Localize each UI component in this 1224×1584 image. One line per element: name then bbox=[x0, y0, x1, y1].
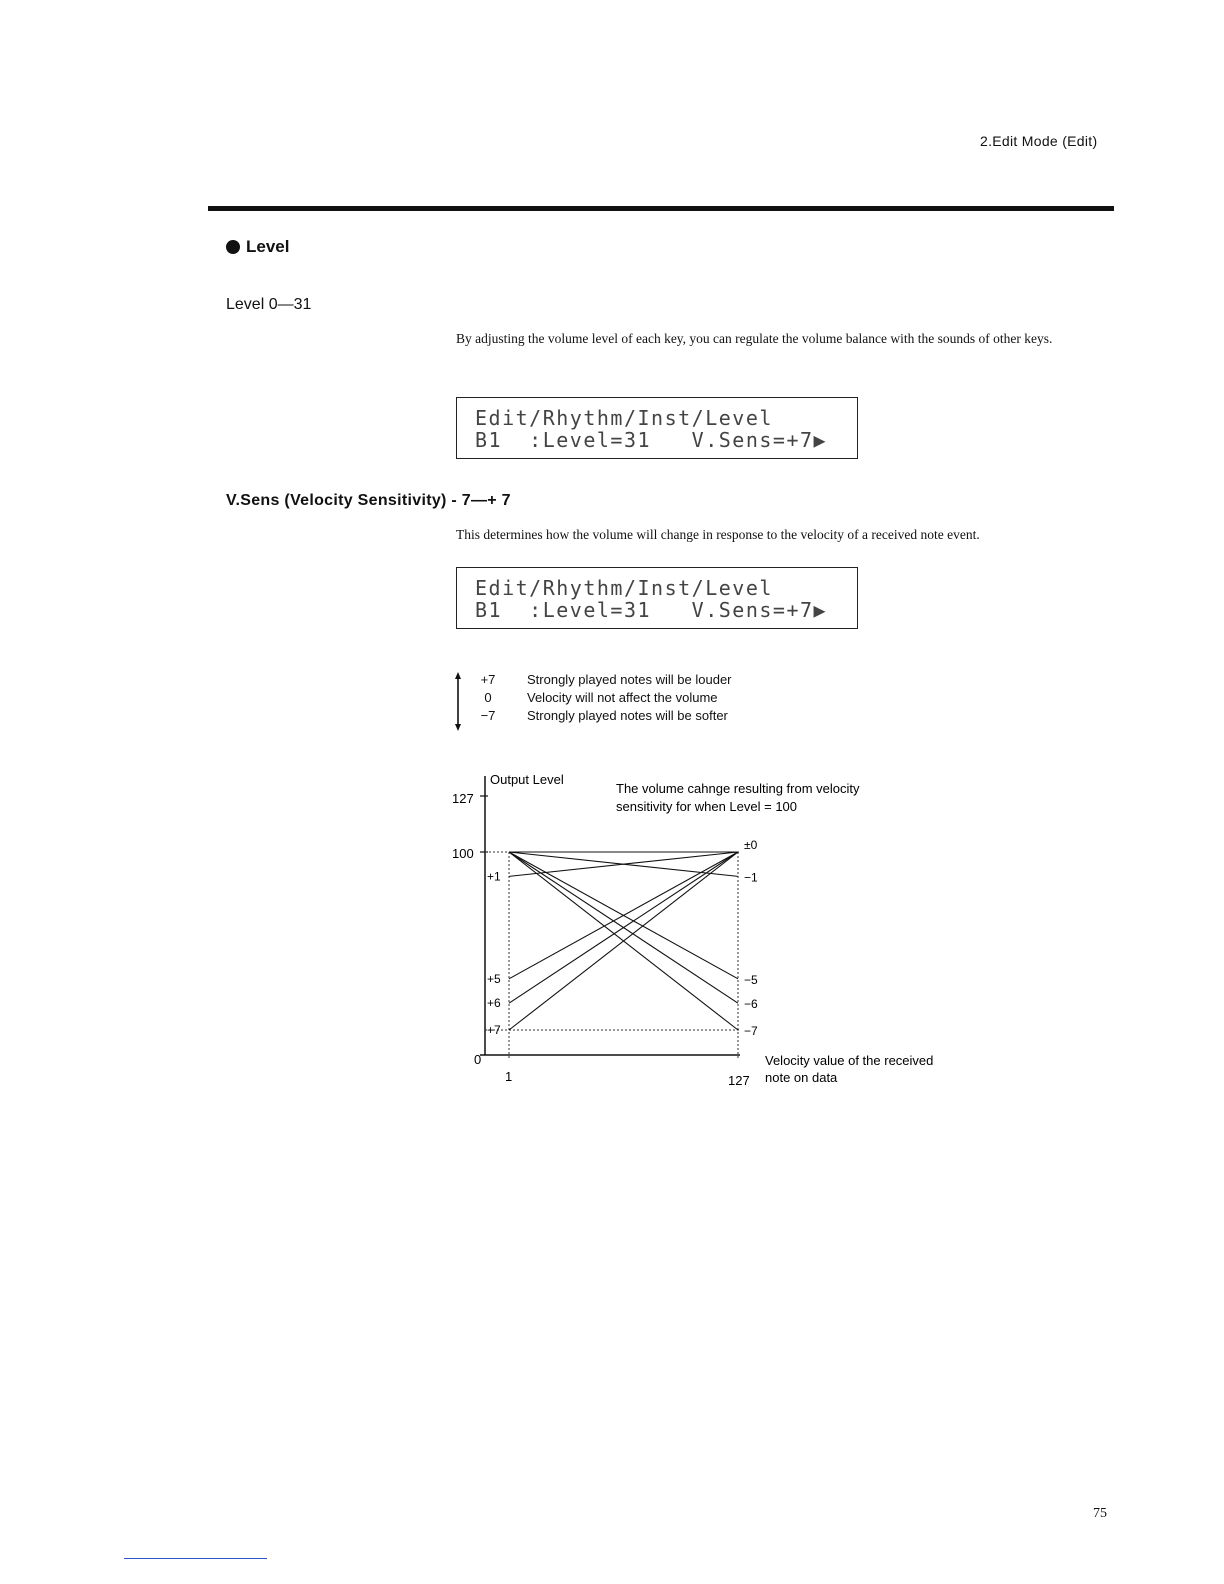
header-rule bbox=[208, 206, 1114, 211]
series-end-label: −5 bbox=[744, 972, 758, 987]
page-number: 75 bbox=[1093, 1506, 1107, 1521]
lcd-display-1 bbox=[456, 397, 858, 459]
level-param-label: Level 0—31 bbox=[226, 296, 312, 313]
y-tick-label: 100 bbox=[452, 846, 474, 861]
y-tick-label: 0 bbox=[474, 1052, 482, 1067]
running-header: 2.Edit Mode (Edit) bbox=[980, 133, 1098, 149]
vsens-param-label: V.Sens (Velocity Sensitivity) - 7—+ 7 bbox=[226, 492, 511, 509]
series-start-label: +6 bbox=[487, 996, 501, 1011]
x-axis-label-line-1: Velocity value of the received bbox=[765, 1053, 934, 1068]
double-arrow-icon bbox=[455, 672, 461, 732]
lcd-line-1: Edit/Rhythm/Inst/Level bbox=[475, 406, 773, 430]
series-end-label: ±0 bbox=[744, 838, 758, 852]
x-tick-label: 127 bbox=[728, 1073, 750, 1088]
series-end-label: −7 bbox=[744, 1024, 758, 1038]
level-description: By adjusting the volume level of each key, you can regulate the volume balance with the sounds of other keys. bbox=[456, 331, 1053, 346]
lcd-line-2: B1 :Level=31 V.Sens=+7▶ bbox=[475, 428, 828, 452]
lcd-line-2: B1 :Level=31 V.Sens=+7▶ bbox=[475, 598, 828, 622]
lcd-display-2 bbox=[456, 567, 858, 629]
velocity-chart bbox=[440, 760, 1000, 1100]
series-start-label: +1 bbox=[487, 869, 501, 884]
vsens-description: This determines how the volume will change in response to the velocity of a received note event. bbox=[456, 527, 980, 542]
y-axis-label: Output Level bbox=[490, 772, 564, 787]
chart-title-line-1: The volume cahnge resulting from velocity bbox=[616, 781, 860, 796]
velocity-chart-svg bbox=[440, 760, 1000, 1100]
series-start-label: +7 bbox=[487, 1023, 501, 1037]
series-end-label: −6 bbox=[744, 997, 758, 1012]
chart-title-line-2: sensitivity for when Level = 100 bbox=[616, 799, 798, 814]
footer-line bbox=[124, 1558, 267, 1559]
x-tick-label: 1 bbox=[505, 1069, 513, 1084]
section-title: Level bbox=[246, 237, 290, 256]
lcd-line-1: Edit/Rhythm/Inst/Level bbox=[475, 576, 773, 600]
series-end-label: −1 bbox=[744, 870, 758, 885]
bullet-icon bbox=[226, 240, 240, 254]
series-start-label: +5 bbox=[487, 971, 501, 986]
y-tick-label: 127 bbox=[452, 791, 474, 806]
section-heading bbox=[226, 237, 289, 257]
x-axis-label-line-2: note on data bbox=[765, 1070, 838, 1085]
